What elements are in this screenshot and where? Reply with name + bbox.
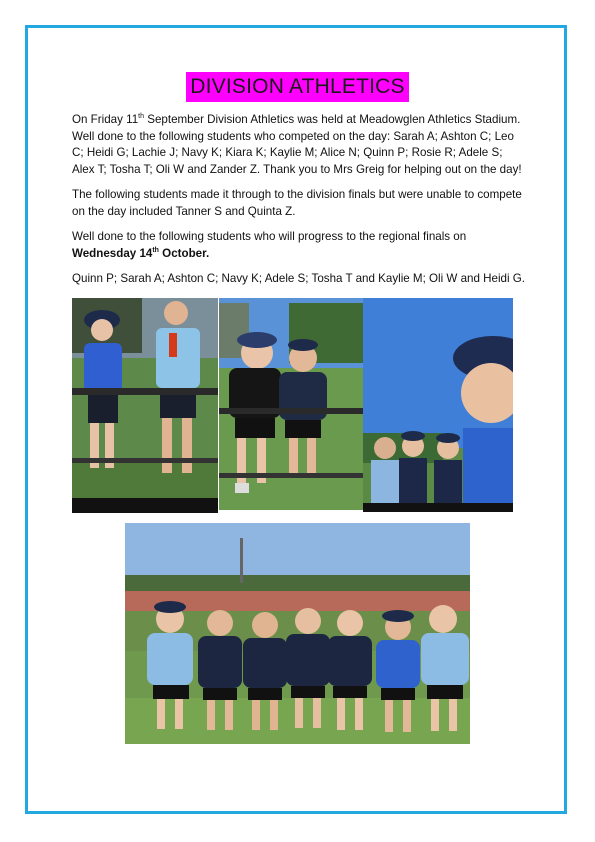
page-title: DIVISION ATHLETICS	[186, 72, 408, 102]
article-body	[72, 112, 527, 297]
paragraph-regional	[72, 229, 527, 262]
photo-two-boys	[72, 298, 218, 513]
paragraph-regional-list: Quinn P; Sarah A; Ashton C; Navy K; Adele S; Tosha T and Kaylie M; Oli W and Heidi G.	[72, 272, 526, 285]
photo-selfie	[363, 298, 513, 512]
p3-date: Wednesday 14th October.	[72, 246, 210, 260]
photo-two-students	[219, 298, 363, 510]
p3-part-a: Well done to the following students who will progress to the regional finals on	[72, 230, 467, 243]
p1-part-b: September Division Athletics was held at Meadowglen Athletics Stadium. Well done to the following students who competed on the day: Sarah A; Ashton C; Leo C; Heidi G; Lachie J; Navy K; Kiara K; Kaylie M; Alice N; Quinn P; Rosie R; Adele S; Alex T; Tosha T; Oli W and Zander Z. Thank you to Mrs Greig for helping out on the day!	[72, 113, 522, 176]
p1-part-a: On Friday 11	[72, 113, 139, 126]
paragraph-finalists: The following students made it through to the division finals but were unable to compete on the day included Tanner S and Quinta Z.	[72, 188, 522, 218]
p1-ordinal: th	[138, 113, 144, 121]
paragraph-competitors	[72, 112, 527, 178]
title-wrap	[0, 72, 595, 102]
photo-group	[125, 523, 470, 744]
